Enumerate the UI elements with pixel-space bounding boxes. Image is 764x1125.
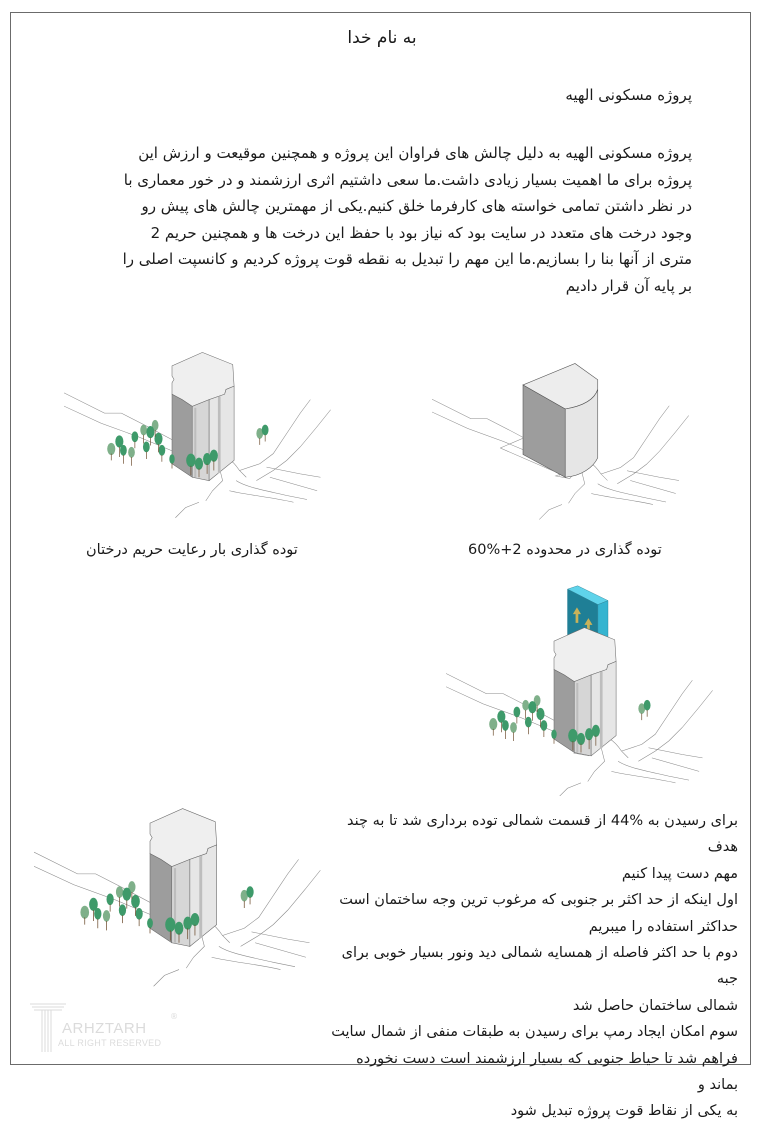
caption-massing-60-percent: توده گذاری در محدوده 2+%60 xyxy=(468,542,662,558)
intro-line: وجود درخت های متعدد در سایت بود که نیاز بود با حفظ این درخت ها و همچنین حریم 2 xyxy=(150,223,692,242)
intro-line: پروژه برای ما اهمیت بسیار زیادی داشت.ما سعی داشتیم اثری ارزشمند و در خور معماری با xyxy=(123,170,692,189)
intro-paragraph xyxy=(92,140,692,299)
diagram-final-massing xyxy=(34,784,324,1000)
intro-line: پروژه مسکونی الهیه به دلیل چالش های فراوان این پروژه و همچنین موقیعت و ارزش این xyxy=(138,144,692,162)
intro-line: در نظر داشتن تمامی خواسته های کارفرما خلق کنیم.یکی از مهمترین چالش های پیش رو xyxy=(141,197,692,215)
notes-line: برای رسیدن به %44 از قسمت شمالی توده برداری شد تا به چند هدف xyxy=(347,813,738,856)
caption-massing-tree-buffer: توده گذاری بار رعایت حریم درختان xyxy=(86,542,298,558)
diagram-massing-tree-buffer xyxy=(64,330,334,530)
notes-line: حداکثر استفاده را میبریم xyxy=(588,918,738,935)
page-heading: به نام خدا xyxy=(347,28,417,48)
massing-notes xyxy=(328,808,738,1125)
notes-line: فراهم شد تا حیاط جنوبی که بسیار ارزشمند است دست نخورده بماند و xyxy=(356,1050,738,1094)
tower-mass-icon xyxy=(554,628,616,756)
diagram-north-mass-removal xyxy=(446,578,716,796)
watermark-logo xyxy=(28,998,188,1054)
logo-rights: ALL RIGHT RESERVED xyxy=(58,1038,162,1048)
logo-brand: ARHZTARH xyxy=(62,1020,147,1037)
tower-mass-icon xyxy=(150,809,217,947)
notes-line: اول اینکه از حد اکثر بر جنوبی که مرغوب ترین وجه ساختمان است xyxy=(339,892,738,909)
intro-line: متری از آنها بنا را بسازیم.ما این مهم را تبدیل به نقطه قوت پروژه کردیم و کانسپت اصلی را xyxy=(122,250,692,268)
notes-line: مهم دست پیدا کنیم xyxy=(621,865,738,882)
simple-mass-icon xyxy=(500,364,598,478)
project-title: پروژه مسکونی الهیه xyxy=(565,86,692,104)
notes-line: دوم با حد اکثر فاصله از همسایه شمالی دید ونور بسیار خوبی برای جبه xyxy=(341,945,738,988)
notes-line: سوم امکان ایجاد رمپ برای رسیدن به طبقات منفی از شمال سایت xyxy=(331,1024,738,1041)
diagram-massing-60-percent xyxy=(432,340,692,530)
registered-icon: ® xyxy=(170,1012,178,1021)
intro-line: بر پایه آن قرار دادیم xyxy=(565,276,692,295)
tower-mass-icon xyxy=(172,352,234,480)
notes-line: به یکی از نقاط قوت پروژه تبدیل شود xyxy=(510,1103,738,1120)
notes-line: شمالی ساختمان حاصل شد xyxy=(572,997,738,1014)
